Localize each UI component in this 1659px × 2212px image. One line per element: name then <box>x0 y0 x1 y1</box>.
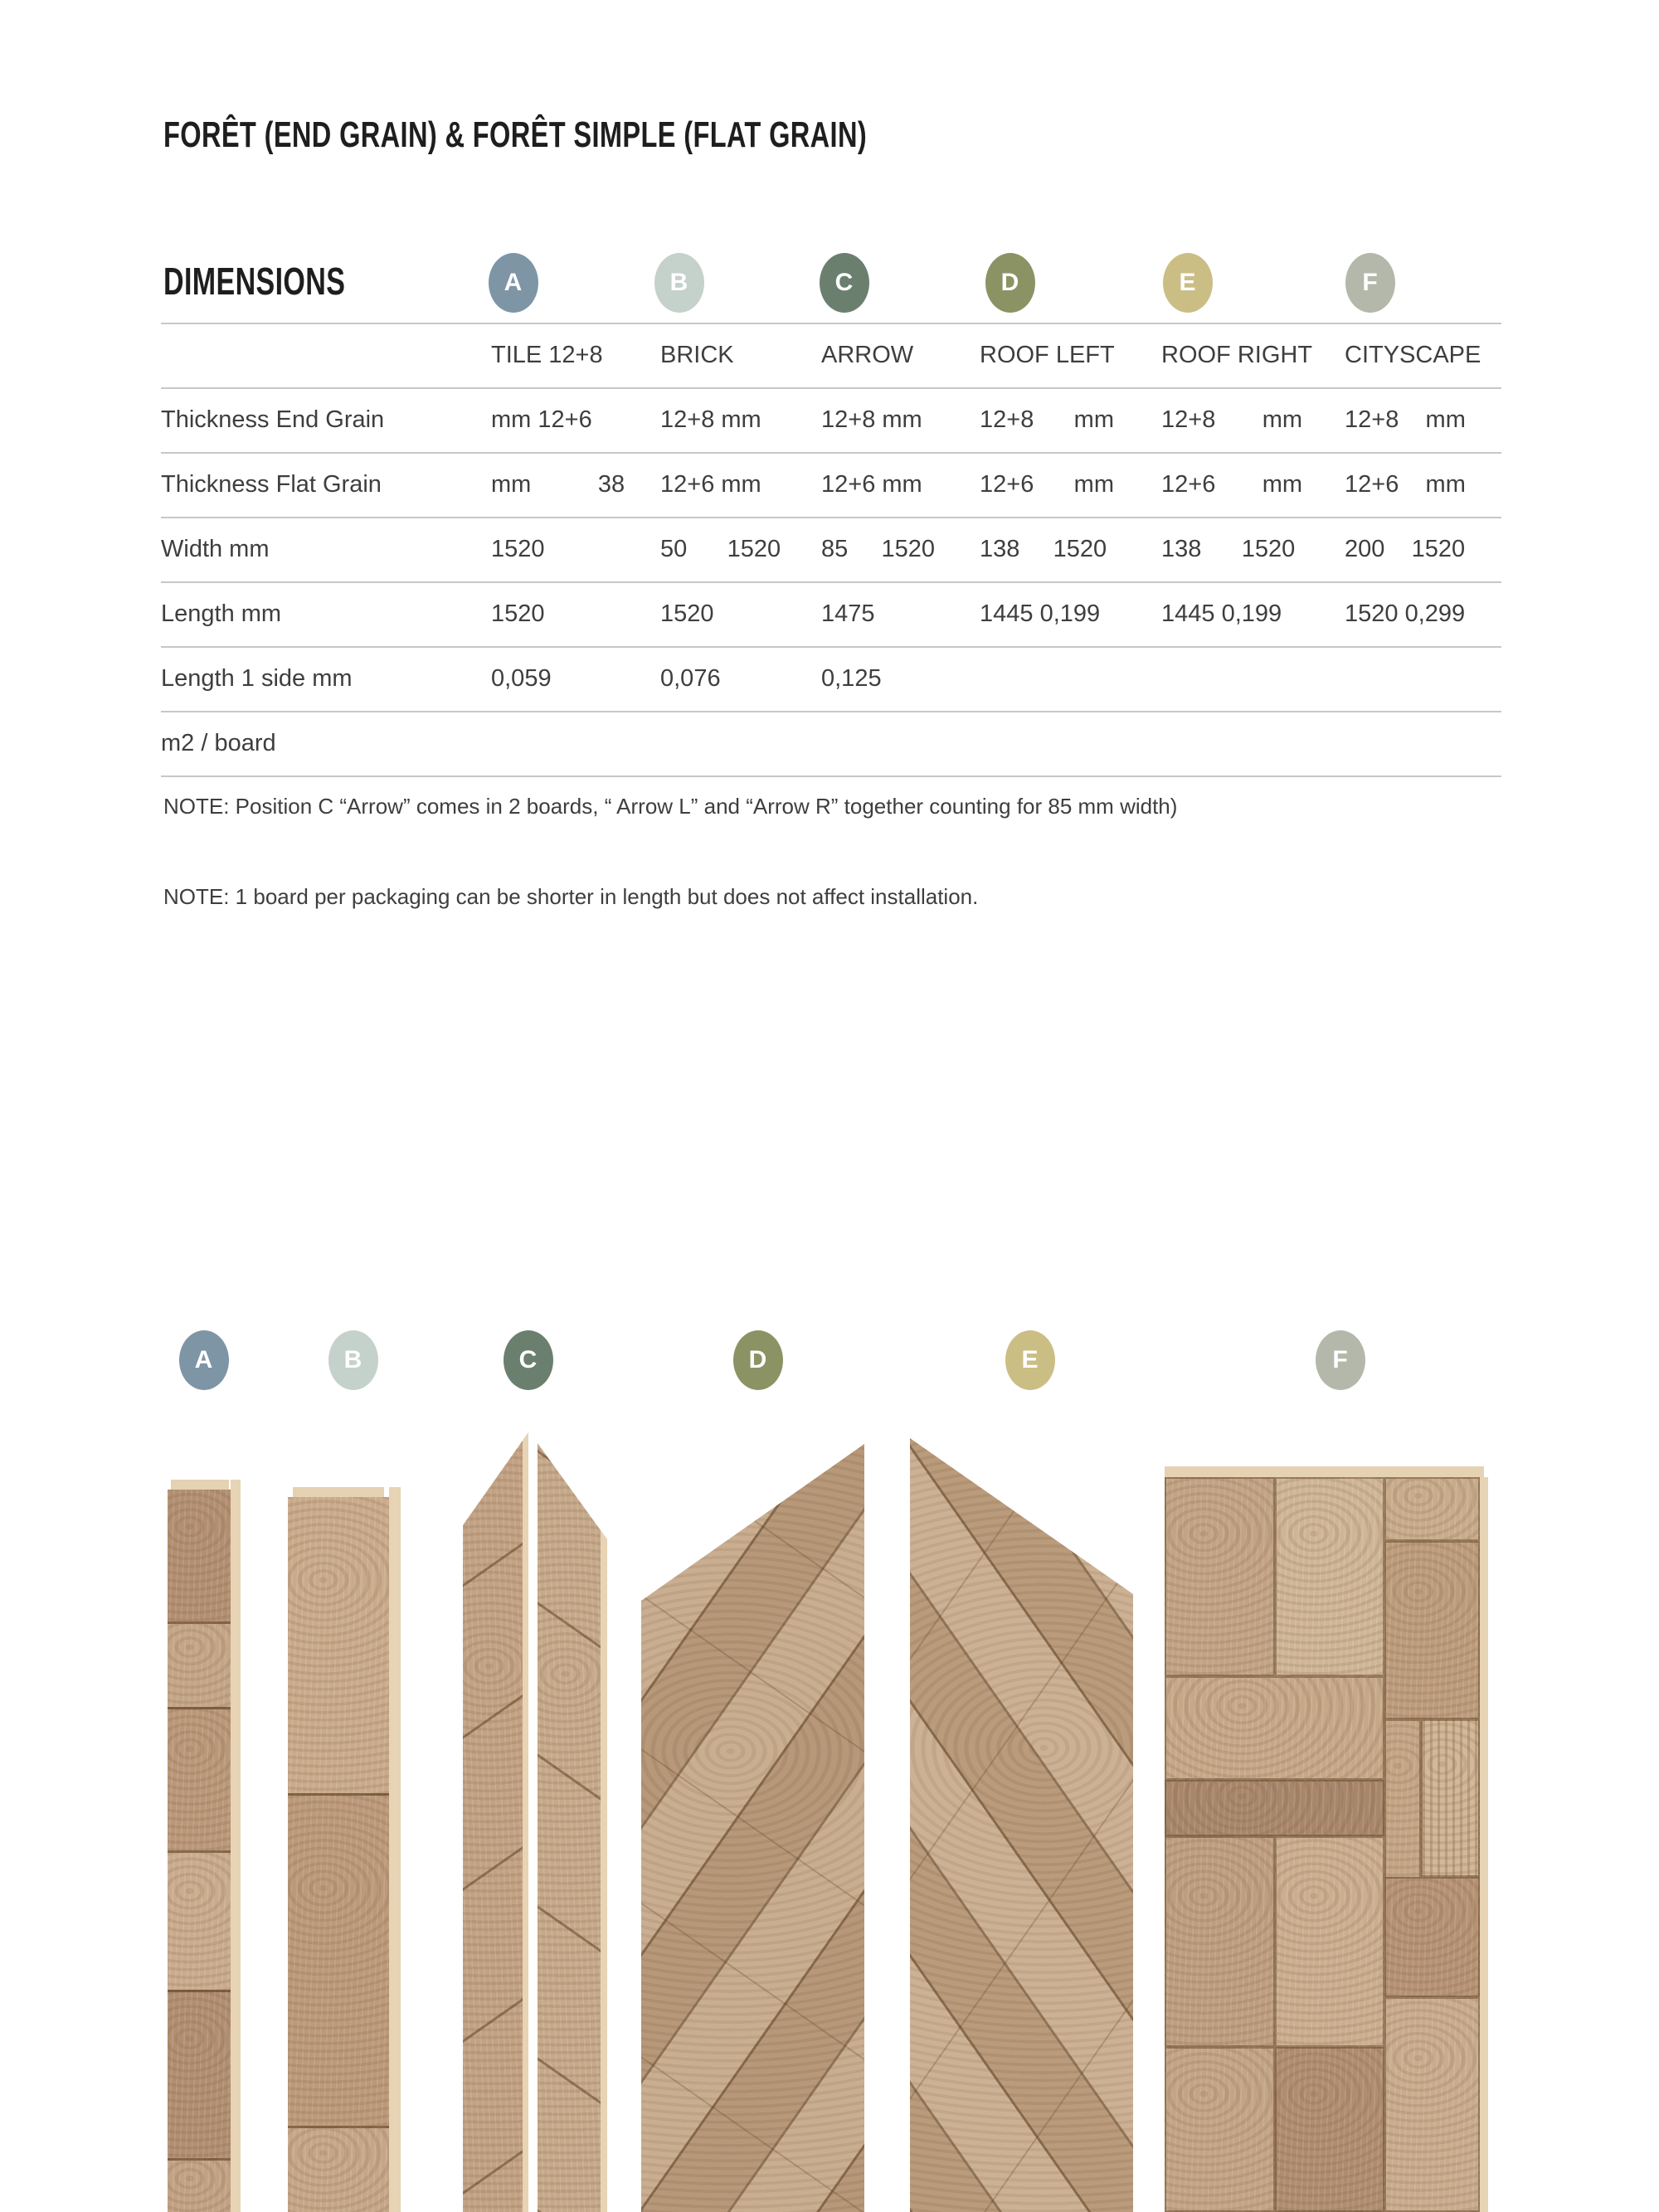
wood-block <box>1275 1836 1384 2047</box>
table-cell: 12+6 mm <box>660 471 761 498</box>
wood-block <box>1384 1719 1421 1883</box>
wood-board-brick <box>288 1487 401 2212</box>
table-cell: 1520 <box>491 536 545 562</box>
table-cell: mm 12+6 <box>491 406 592 433</box>
note-board-length: NOTE: 1 board per packaging can be shorter in length but does not affect installation. <box>163 884 979 909</box>
wood-block <box>1275 1477 1384 1676</box>
row-label: Width mm <box>161 536 270 562</box>
wood-block <box>168 1621 231 1707</box>
table-header-row <box>0 338 1659 372</box>
table-cell: 1520 <box>491 600 545 627</box>
note-arrow-boards: NOTE: Position C “Arrow” comes in 2 boards, “ Arrow L” and “Arrow R” together counting for 85 mm width) <box>163 794 1178 819</box>
wood-board-roof-right <box>910 1438 1133 2212</box>
table-rule <box>161 387 1501 389</box>
wood-block <box>168 1850 231 1990</box>
board-face <box>168 1490 231 2212</box>
table-cell: 1475 <box>821 600 875 627</box>
table-rule <box>161 452 1501 454</box>
pattern-badge-b <box>328 1330 378 1390</box>
table-row <box>0 597 1659 630</box>
table-row <box>0 727 1659 760</box>
position-badge-a <box>489 253 538 313</box>
badge-letter: C <box>518 1346 538 1373</box>
table-cell: 200 1520 <box>1345 536 1466 562</box>
badge-letter: B <box>343 1346 363 1373</box>
wood-block <box>168 1990 231 2158</box>
board-edge <box>1480 1477 1488 2212</box>
table-cell: mm 38 <box>491 471 625 498</box>
table-cell: 50 1520 <box>660 536 781 562</box>
badge-letter: D <box>1000 269 1020 296</box>
table-cell: 0,076 <box>660 665 721 692</box>
table-cell: 12+8 mm <box>980 406 1114 433</box>
badge-letter: E <box>1179 269 1197 296</box>
wood-block <box>1165 2047 1275 2212</box>
table-rule <box>161 646 1501 648</box>
table-rule <box>161 775 1501 777</box>
badge-letter: B <box>669 269 689 296</box>
table-cell: 12+6 mm <box>980 471 1114 498</box>
table-row <box>0 532 1659 566</box>
position-badge-d <box>985 253 1035 313</box>
board-edge <box>1165 1466 1484 1477</box>
wood-block <box>168 1707 231 1850</box>
table-cell: 138 1520 <box>980 536 1107 562</box>
row-label: Thickness Flat Grain <box>161 471 382 498</box>
column-header: ROOF RIGHT <box>1161 342 1313 368</box>
badge-letter: A <box>194 1346 214 1373</box>
table-cell: 85 1520 <box>821 536 936 562</box>
dimensions-heading: DIMENSIONS <box>163 260 346 303</box>
table-cell: 1520 0,299 <box>1345 600 1466 627</box>
table-rule <box>161 323 1501 324</box>
wood-block <box>1165 1676 1384 1780</box>
table-cell: 12+8 mm <box>660 406 761 433</box>
table-rule <box>161 581 1501 583</box>
pattern-badge-e <box>1005 1330 1055 1390</box>
table-rule <box>161 517 1501 518</box>
table-cell: 12+8 mm <box>1345 406 1466 433</box>
badge-letter: C <box>834 269 854 296</box>
column-header: BRICK <box>660 342 734 368</box>
wood-block <box>1165 1780 1384 1836</box>
table-rule <box>161 711 1501 712</box>
wood-block <box>288 1793 389 2126</box>
wood-block <box>1275 2047 1384 2212</box>
position-badge-c <box>820 253 869 313</box>
wood-board-arrow-right <box>538 1443 607 2212</box>
pattern-badge-f <box>1316 1330 1365 1390</box>
wood-block <box>288 2126 389 2212</box>
badge-letter: E <box>1021 1346 1039 1373</box>
wood-block <box>1165 1477 1275 1676</box>
wood-board-cityscape <box>1165 1466 1488 2212</box>
column-header: CITYSCAPE <box>1345 342 1481 368</box>
board-edge <box>231 1480 241 2212</box>
board-edge <box>293 1487 384 1497</box>
wood-board-arrow-left <box>463 1432 528 2212</box>
badge-letter: D <box>748 1346 768 1373</box>
table-cell: 12+6 mm <box>1161 471 1303 498</box>
table-cell: 138 1520 <box>1161 536 1296 562</box>
column-header: TILE 12+8 <box>491 342 603 368</box>
row-label: Length 1 side mm <box>161 665 353 692</box>
wood-block <box>168 2158 231 2212</box>
position-badge-f <box>1345 253 1395 313</box>
table-cell: 12+6 mm <box>821 471 922 498</box>
wood-block <box>1421 1719 1480 1877</box>
badge-letter: A <box>504 269 523 296</box>
wood-block <box>288 1497 389 1793</box>
table-row <box>0 662 1659 695</box>
column-header: ARROW <box>821 342 914 368</box>
page-title: FORÊT (END GRAIN) & FORÊT SIMPLE (FLAT GRAIN) <box>163 114 868 155</box>
wood-block <box>1384 1997 1480 2212</box>
board-face <box>288 1497 389 2212</box>
table-cell: 1445 0,199 <box>980 600 1101 627</box>
wood-block <box>1384 1477 1480 1541</box>
wood-block <box>1384 1541 1480 1719</box>
wood-board-tile <box>168 1480 241 2212</box>
table-cell: 1445 0,199 <box>1161 600 1282 627</box>
board-edge <box>171 1480 229 1490</box>
pattern-badge-a <box>179 1330 229 1390</box>
table-cell: 1520 <box>660 600 714 627</box>
table-cell: 0,125 <box>821 665 882 692</box>
position-badge-b <box>654 253 704 313</box>
table-cell: 12+8 mm <box>1161 406 1303 433</box>
pattern-badge-c <box>504 1330 553 1390</box>
wood-block <box>168 1490 231 1621</box>
badge-letter: F <box>1362 269 1379 296</box>
badge-letter: F <box>1332 1346 1349 1373</box>
row-label: m2 / board <box>161 730 276 756</box>
wood-board-roof-left <box>641 1444 864 2212</box>
wood-block <box>1384 1877 1480 1997</box>
pattern-badge-d <box>733 1330 783 1390</box>
table-row <box>0 468 1659 501</box>
table-cell: 0,059 <box>491 665 552 692</box>
position-badge-e <box>1163 253 1213 313</box>
board-edge <box>389 1487 401 2212</box>
table-row <box>0 403 1659 436</box>
row-label: Thickness End Grain <box>161 406 385 433</box>
row-label: Length mm <box>161 600 282 627</box>
table-cell: 12+8 mm <box>821 406 922 433</box>
table-cell: 12+6 mm <box>1345 471 1466 498</box>
column-header: ROOF LEFT <box>980 342 1115 368</box>
wood-block <box>1165 1836 1275 2047</box>
